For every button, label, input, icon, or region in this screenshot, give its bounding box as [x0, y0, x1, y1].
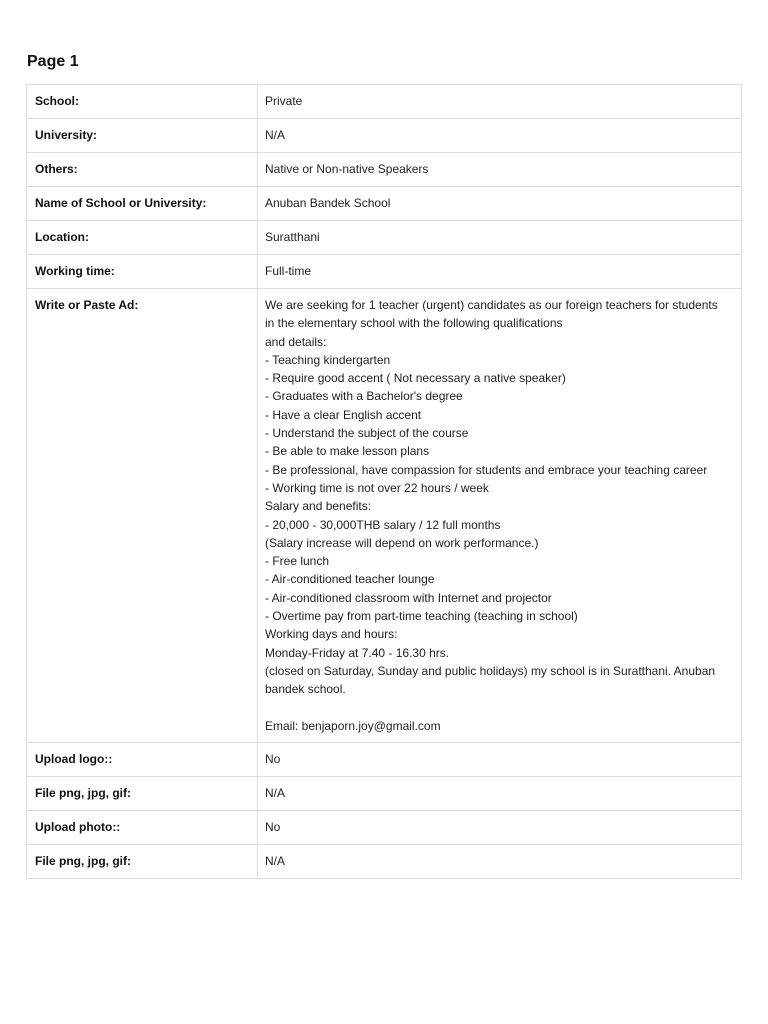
ad-line: - Overtime pay from part-time teaching (teaching in school): [265, 609, 578, 624]
table-row-upload-photo: [27, 811, 742, 845]
page-title: Page 1: [27, 53, 79, 70]
table-row-university: [27, 119, 742, 153]
ad-line: - Air-conditioned classroom with Internet and projector: [265, 590, 552, 605]
ad-line: and details:: [265, 334, 327, 349]
ad-line: - Air-conditioned teacher lounge: [265, 572, 435, 587]
field-value: N/A: [258, 777, 742, 811]
table-row-location: [27, 221, 742, 255]
ad-line: Monday-Friday at 7.40 - 16.30 hrs.: [265, 645, 450, 660]
field-value: Full-time: [258, 255, 742, 289]
field-label: Working time:: [27, 255, 258, 289]
ad-line: - Require good accent ( Not necessary a native speaker): [265, 371, 566, 386]
ad-line: - Free lunch: [265, 554, 330, 569]
ad-line: (closed on Saturday, Sunday and public holidays) my school is in Suratthani. Anuban: [265, 663, 716, 678]
field-value: Private: [258, 85, 742, 119]
ad-text: [258, 289, 742, 743]
field-label: Location:: [27, 221, 258, 255]
field-label: File png, jpg, gif:: [27, 845, 258, 879]
ad-line: - Be able to make lesson plans: [265, 444, 430, 459]
field-value: Anuban Bandek School: [258, 187, 742, 221]
ad-line: - Working time is not over 22 hours / week: [265, 480, 489, 495]
table-row-school: [27, 85, 742, 119]
field-label: Upload photo::: [27, 811, 258, 845]
field-label: Others:: [27, 153, 258, 187]
field-value: No: [258, 743, 742, 777]
table-row-others: [27, 153, 742, 187]
table-row-logo-file: [27, 777, 742, 811]
ad-email-line: Email: benjaporn.joy@gmail.com: [265, 718, 441, 733]
ad-line: (Salary increase will depend on work performance.): [265, 535, 539, 550]
ad-line: - Be professional, have compassion for students and embrace your teaching career: [265, 462, 708, 477]
field-value: No: [258, 811, 742, 845]
field-value: Suratthani: [258, 221, 742, 255]
field-label: Upload logo::: [27, 743, 258, 777]
table-row-school-name: [27, 187, 742, 221]
ad-line: Working days and hours:: [265, 627, 398, 642]
field-value: N/A: [258, 845, 742, 879]
table-row-upload-logo: [27, 743, 742, 777]
ad-line: - Understand the subject of the course: [265, 426, 469, 441]
ad-line: - Graduates with a Bachelor's degree: [265, 389, 463, 404]
field-value: N/A: [258, 119, 742, 153]
table-row-photo-file: [27, 845, 742, 879]
field-label: Write or Paste Ad:: [27, 289, 258, 743]
field-label: School:: [27, 85, 258, 119]
ad-line: - Teaching kindergarten: [265, 352, 391, 367]
ad-line: bandek school.: [265, 682, 346, 697]
ad-line: - Have a clear English accent: [265, 407, 422, 422]
ad-line: We are seeking for 1 teacher (urgent) candidates as our foreign teachers for students: [265, 298, 718, 312]
field-label: File png, jpg, gif:: [27, 777, 258, 811]
ad-line: in the elementary school with the following qualifications: [265, 316, 563, 331]
ad-line: Salary and benefits:: [265, 499, 372, 514]
field-value: Native or Non-native Speakers: [258, 153, 742, 187]
field-label: University:: [27, 119, 258, 153]
table-row-working-time: [27, 255, 742, 289]
table-row-ad: [27, 289, 742, 743]
ad-line: - 20,000 - 30,000THB salary / 12 full months: [265, 517, 501, 532]
form-table: [26, 84, 742, 879]
ad-blank-line: [265, 699, 733, 717]
field-label: Name of School or University:: [27, 187, 258, 221]
